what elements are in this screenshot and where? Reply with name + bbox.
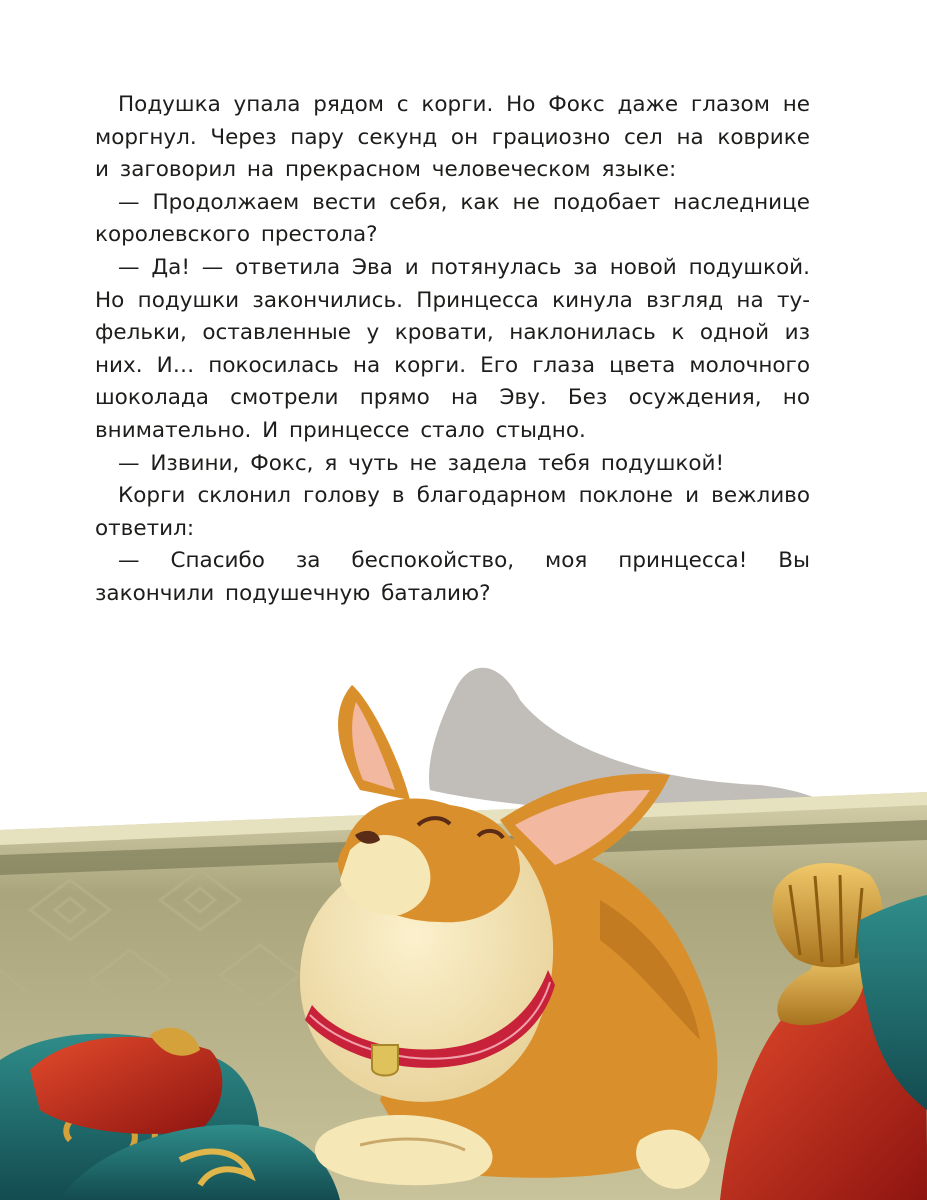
paragraph-5: Корги склонил голову в благодарном поклоне и вежливо ответил: [95,483,810,541]
collar-tag [372,1045,398,1076]
paragraph-3: — Да! — ответила Эва и потянулась за новой подушкой. Но подушки закончились. Принцесса кинула взгляд на туфельки, оставленные у кровати, наклонилась к одной из них. И… покосилась на корги. Его глаза цвета молочного шоколада смотрели прямо на Эву. Без осуждения, но внимательно. И принцессе стало стыдно. [95,254,810,443]
paragraph-1: Подушка упала рядом с корги. Но Фокс даже глазом не моргнул. Через пару секунд он грациозно сел на коврике и заговорил на прекрасном человеческом языке: [95,92,810,183]
paragraph-6: — Спасибо за беспокойство, моя принцесса! Вы закончили подушечную баталию? [95,548,810,606]
paragraph-2: — Продолжаем вести себя, как не подобает наследнице королевского престола? [95,189,810,248]
story-text [95,89,810,611]
paragraph-4: — Извини, Фокс, я чуть не задела тебя подушкой! [118,450,725,476]
corgi-illustration [0,640,927,1200]
